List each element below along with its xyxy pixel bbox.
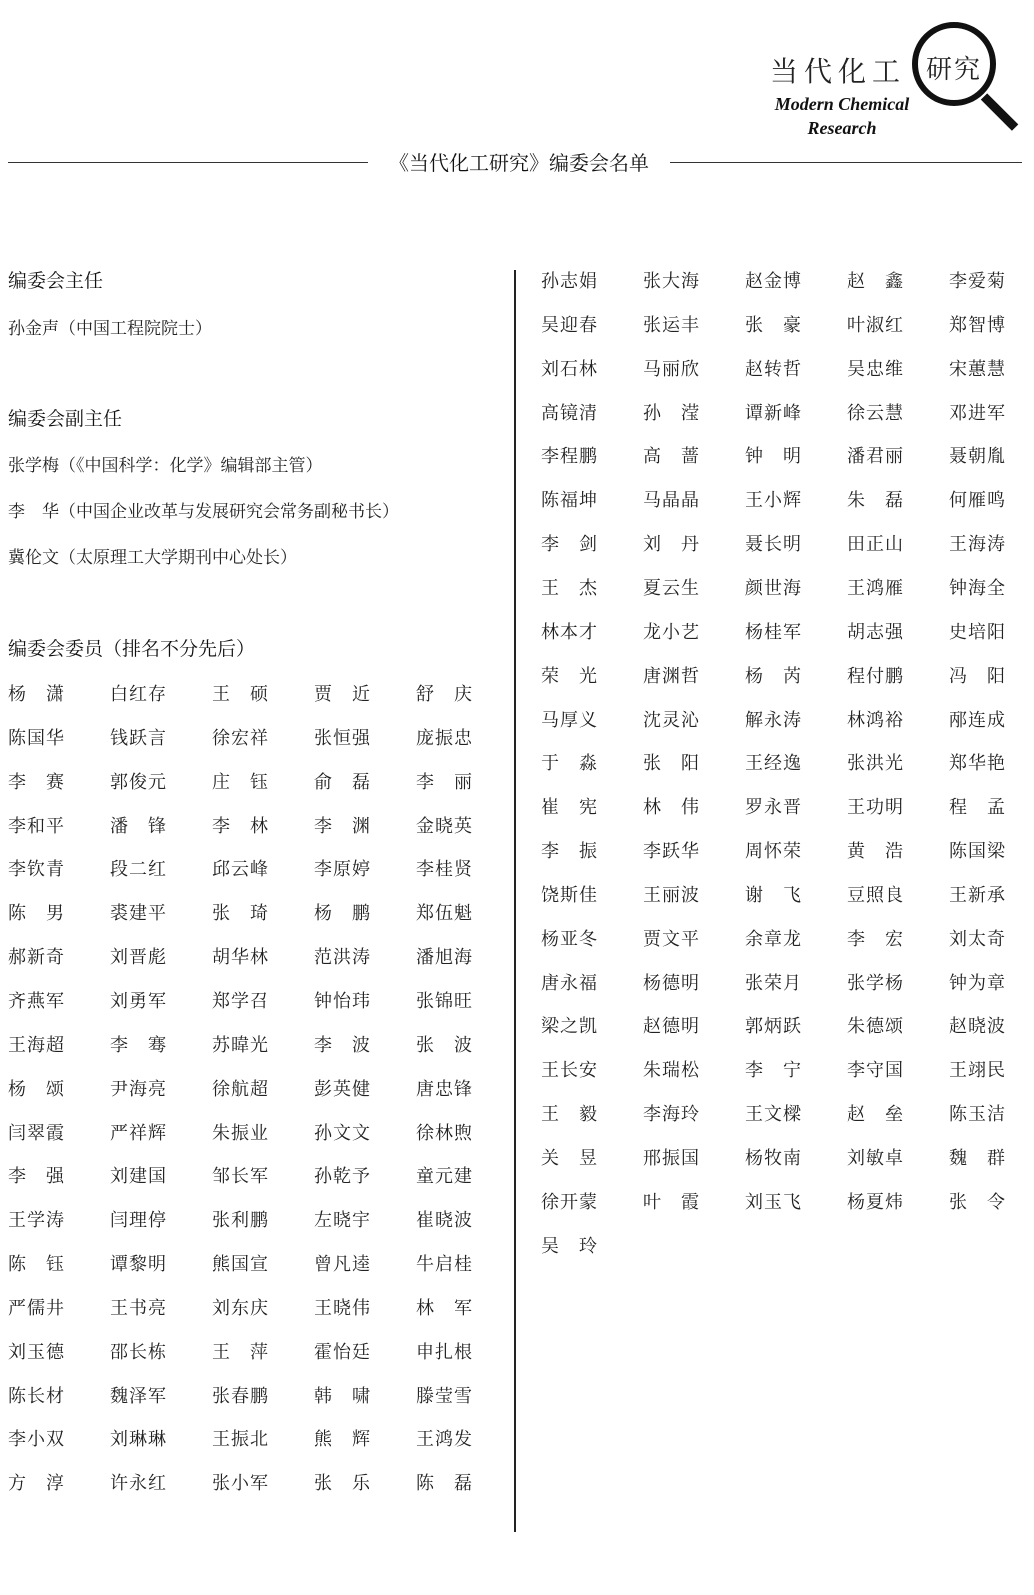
member-name: 杨夏炜 <box>847 1191 904 1213</box>
member-name: 尹海亮 <box>110 1078 167 1100</box>
member-name: 徐云慧 <box>847 402 904 424</box>
member-name: 谭新峰 <box>745 402 802 424</box>
member-name: 聂长明 <box>745 534 802 556</box>
member-name: 杨牧南 <box>745 1148 802 1169</box>
deputy-entry: 李 华（中国企业改革与发展研究会常务副秘书长） <box>8 502 399 522</box>
member-name: 王鸿雁 <box>847 577 904 599</box>
member-name: 何雁鸣 <box>949 490 1006 512</box>
member-name: 刘晋彪 <box>110 947 167 969</box>
member-name: 王振北 <box>212 1429 269 1451</box>
member-name: 严儒井 <box>8 1297 65 1319</box>
member-name: 张洪光 <box>847 753 904 775</box>
member-name: 许永红 <box>110 1473 167 1495</box>
member-name: 陈国华 <box>8 727 65 749</box>
member-name: 王小辉 <box>745 490 802 512</box>
member-name: 孙 滢 <box>643 402 700 424</box>
member-name: 钱跃言 <box>110 727 167 749</box>
title-rule-right <box>670 162 1022 163</box>
journal-logo <box>760 14 1034 154</box>
member-name: 杨 潇 <box>8 684 65 705</box>
member-name: 杨德明 <box>643 972 700 994</box>
member-name: 赵 垒 <box>847 1104 904 1126</box>
magnifier-icon <box>912 22 996 106</box>
member-name: 唐忠锋 <box>416 1078 473 1100</box>
journal-name-cn: 当代化工 <box>770 55 907 88</box>
member-name: 马丽欣 <box>643 358 700 380</box>
member-name: 高 蔷 <box>643 446 700 468</box>
member-name: 李 骞 <box>110 1034 167 1056</box>
member-name: 闫理停 <box>110 1210 167 1232</box>
member-name: 金晓英 <box>416 815 473 837</box>
member-name: 段二红 <box>110 859 167 881</box>
member-name: 李 波 <box>314 1034 371 1056</box>
member-name: 聂朝胤 <box>949 446 1006 468</box>
member-name: 邵长栋 <box>110 1341 167 1363</box>
member-name: 邱云峰 <box>212 859 269 881</box>
member-name: 王鸿发 <box>416 1429 473 1451</box>
member-name: 张锦旺 <box>416 990 473 1012</box>
member-name: 解永涛 <box>745 709 802 731</box>
member-name: 程付鹏 <box>847 665 904 687</box>
member-name: 罗永晋 <box>745 797 802 819</box>
member-name: 林鸿裕 <box>847 709 904 731</box>
member-name: 赵 鑫 <box>847 271 904 292</box>
member-name: 杨亚冬 <box>541 928 598 950</box>
member-name: 李跃华 <box>643 841 700 863</box>
member-name: 徐林煦 <box>416 1122 473 1144</box>
deputy-entry: 冀伦文（太原理工大学期刊中心处长） <box>8 548 297 568</box>
member-name: 李程鹏 <box>541 446 598 468</box>
member-name: 高镜清 <box>541 402 598 424</box>
member-name: 钟怡玮 <box>314 990 371 1012</box>
member-name: 熊国宣 <box>212 1254 269 1276</box>
member-name: 赵晓波 <box>949 1016 1006 1038</box>
member-name: 孙志娟 <box>541 271 598 292</box>
column-divider <box>514 270 516 1532</box>
member-name: 邴连成 <box>949 709 1006 731</box>
member-name: 赵德明 <box>643 1016 700 1038</box>
member-name: 钟 明 <box>745 446 802 468</box>
member-name: 李 林 <box>212 815 269 837</box>
member-name: 郑伍魁 <box>416 903 473 925</box>
member-name: 庞振忠 <box>416 727 473 749</box>
member-name: 赵转哲 <box>745 358 802 380</box>
member-name: 刘玉飞 <box>745 1191 802 1213</box>
member-name: 陈福坤 <box>541 490 598 512</box>
director-heading: 编委会主任 <box>8 270 104 292</box>
member-name: 申扎根 <box>416 1341 473 1363</box>
member-name: 张 豪 <box>745 314 802 336</box>
member-name: 齐燕军 <box>8 990 65 1012</box>
member-name: 朱瑞松 <box>643 1060 700 1082</box>
member-name: 李 丽 <box>416 771 473 793</box>
member-name: 张恒强 <box>314 727 371 749</box>
page-title: 《当代化工研究》编委会名单 <box>389 151 649 175</box>
member-name: 马晶晶 <box>643 490 700 512</box>
member-name: 豆照良 <box>847 884 904 906</box>
member-name: 王晓伟 <box>314 1297 371 1319</box>
journal-name-circle: 研究 <box>925 55 982 85</box>
member-name: 张运丰 <box>643 314 700 336</box>
member-name: 朱振业 <box>212 1122 269 1144</box>
magnifier-handle-icon <box>981 93 1018 130</box>
member-name: 王 萍 <box>212 1341 269 1363</box>
member-name: 张 琦 <box>212 903 269 925</box>
member-name: 王长安 <box>541 1060 598 1082</box>
member-name: 李钦青 <box>8 859 65 881</box>
member-name: 刘琳琳 <box>110 1429 167 1451</box>
member-name: 唐渊哲 <box>643 665 700 687</box>
member-name: 滕莹雪 <box>416 1385 473 1407</box>
member-name: 郭炳跃 <box>745 1016 802 1038</box>
member-name: 徐开蒙 <box>541 1191 598 1213</box>
member-name: 邢振国 <box>643 1148 700 1169</box>
member-name: 吴 玲 <box>541 1235 598 1257</box>
member-name: 刘太奇 <box>949 928 1006 950</box>
deputy-entry: 张学梅（《中国科学：化学》编辑部主管） <box>8 456 323 476</box>
member-name: 李 宏 <box>847 928 904 950</box>
member-name: 王 硕 <box>212 684 269 705</box>
member-name: 王文樑 <box>745 1104 802 1126</box>
member-name: 李 渊 <box>314 815 371 837</box>
member-name: 张 波 <box>416 1034 473 1056</box>
member-name: 郑智博 <box>949 314 1006 336</box>
member-name: 李守国 <box>847 1060 904 1082</box>
member-name: 荣 光 <box>541 665 598 687</box>
member-name: 马厚义 <box>541 709 598 731</box>
member-name: 李 宁 <box>745 1060 802 1082</box>
member-name: 吴迎春 <box>541 314 598 336</box>
member-name: 张荣月 <box>745 972 802 994</box>
member-name: 杨桂军 <box>745 621 802 643</box>
member-name: 霍怡廷 <box>314 1341 371 1363</box>
member-name: 胡志强 <box>847 621 904 643</box>
member-name: 林 伟 <box>643 797 700 819</box>
member-name: 朱德颂 <box>847 1016 904 1038</box>
member-name: 孙文文 <box>314 1122 371 1144</box>
member-name: 冯 阳 <box>949 665 1006 687</box>
member-name: 魏泽军 <box>110 1385 167 1407</box>
member-name: 于 淼 <box>541 753 598 775</box>
member-name: 吴忠维 <box>847 358 904 380</box>
member-name: 龙小艺 <box>643 621 700 643</box>
member-name: 俞 磊 <box>314 771 371 793</box>
member-name: 李小双 <box>8 1429 65 1451</box>
member-name: 钟海全 <box>949 577 1006 599</box>
member-name: 李 强 <box>8 1166 65 1188</box>
member-name: 程 孟 <box>949 797 1006 819</box>
member-name: 熊 辉 <box>314 1429 371 1451</box>
member-name: 刘建国 <box>110 1166 167 1188</box>
member-name: 王 毅 <box>541 1104 598 1126</box>
member-name: 林本才 <box>541 621 598 643</box>
member-name: 牛启桂 <box>416 1254 473 1276</box>
member-name: 左晓宇 <box>314 1210 371 1232</box>
member-name: 唐永福 <box>541 972 598 994</box>
member-name: 田正山 <box>847 534 904 556</box>
member-name: 李爱菊 <box>949 271 1006 292</box>
member-name: 史培阳 <box>949 621 1006 643</box>
member-name: 崔 宪 <box>541 797 598 819</box>
members-heading: 编委会委员（排名不分先后） <box>8 638 256 660</box>
member-name: 童元建 <box>416 1166 473 1188</box>
member-name: 张 乐 <box>314 1473 371 1495</box>
member-name: 杨 芮 <box>745 665 802 687</box>
member-name: 谭黎明 <box>110 1254 167 1276</box>
member-name: 徐航超 <box>212 1078 269 1100</box>
member-name: 颜世海 <box>745 577 802 599</box>
member-name: 陈 男 <box>8 903 65 925</box>
member-name: 张春鹏 <box>212 1385 269 1407</box>
member-name: 曾凡逵 <box>314 1254 371 1276</box>
member-name: 徐宏祥 <box>212 727 269 749</box>
member-name: 贾 近 <box>314 684 371 705</box>
member-name: 林 军 <box>416 1297 473 1319</box>
member-name: 刘东庆 <box>212 1297 269 1319</box>
member-name: 潘君丽 <box>847 446 904 468</box>
member-name: 黄 浩 <box>847 841 904 863</box>
member-name: 张小军 <box>212 1473 269 1495</box>
member-name: 谢 飞 <box>745 884 802 906</box>
member-name: 王学涛 <box>8 1210 65 1232</box>
member-name: 郑华艳 <box>949 753 1006 775</box>
member-name: 李原婷 <box>314 859 371 881</box>
member-name: 叶 霞 <box>643 1191 700 1213</box>
member-name: 张 令 <box>949 1191 1006 1213</box>
member-name: 朱 磊 <box>847 490 904 512</box>
title-row <box>0 148 1034 178</box>
journal-name-en-line1: Modern Chemical <box>774 94 910 114</box>
member-name: 贾文平 <box>643 928 700 950</box>
member-name: 方 淳 <box>8 1473 65 1495</box>
member-name: 王书亮 <box>110 1297 167 1319</box>
member-name: 范洪涛 <box>314 947 371 969</box>
member-name: 王新承 <box>949 884 1006 906</box>
member-name: 王经逸 <box>745 753 802 775</box>
member-name: 夏云生 <box>643 577 700 599</box>
member-name: 张学杨 <box>847 972 904 994</box>
member-name: 赵金博 <box>745 271 802 292</box>
member-name: 陈长材 <box>8 1385 65 1407</box>
member-name: 王海超 <box>8 1034 65 1056</box>
member-name: 李和平 <box>8 815 65 837</box>
member-name: 沈灵沁 <box>643 709 700 731</box>
member-name: 李 剑 <box>541 534 598 556</box>
member-name: 彭英健 <box>314 1078 371 1100</box>
journal-name-en <box>762 92 922 140</box>
member-name: 韩 啸 <box>314 1385 371 1407</box>
deputy-heading: 编委会副主任 <box>8 408 123 430</box>
member-name: 胡华林 <box>212 947 269 969</box>
member-name: 刘勇军 <box>110 990 167 1012</box>
member-name: 李桂贤 <box>416 859 473 881</box>
member-name: 白红存 <box>110 684 167 705</box>
member-name: 张利鹏 <box>212 1210 269 1232</box>
member-name: 舒 庆 <box>416 684 473 705</box>
member-name: 宋蕙慧 <box>949 358 1006 380</box>
member-name: 孙乾予 <box>314 1166 371 1188</box>
member-name: 余章龙 <box>745 928 802 950</box>
member-name: 王丽波 <box>643 884 700 906</box>
member-name: 张大海 <box>643 271 700 292</box>
member-name: 潘旭海 <box>416 947 473 969</box>
member-name: 潘 锋 <box>110 815 167 837</box>
member-name: 郑学召 <box>212 990 269 1012</box>
member-name: 陈 磊 <box>416 1473 473 1495</box>
member-name: 郭俊元 <box>110 771 167 793</box>
member-name: 王翊民 <box>949 1060 1006 1082</box>
member-name: 严祥辉 <box>110 1122 167 1144</box>
title-rule-left <box>8 162 368 163</box>
member-name: 苏暐光 <box>212 1034 269 1056</box>
member-name: 饶斯佳 <box>541 884 598 906</box>
member-name: 李 振 <box>541 841 598 863</box>
member-name: 杨 颂 <box>8 1078 65 1100</box>
member-name: 刘玉德 <box>8 1341 65 1363</box>
director-entry: 孙金声（中国工程院院士） <box>8 319 212 339</box>
member-name: 杨 鹏 <box>314 903 371 925</box>
member-name: 郝新奇 <box>8 947 65 969</box>
member-name: 闫翠霞 <box>8 1122 65 1144</box>
member-name: 梁之凯 <box>541 1016 598 1038</box>
member-name: 李 赛 <box>8 771 65 793</box>
member-name: 陈玉洁 <box>949 1104 1006 1126</box>
member-name: 叶淑红 <box>847 314 904 336</box>
member-name: 刘 丹 <box>643 534 700 556</box>
member-name: 魏 群 <box>949 1148 1006 1169</box>
member-name: 王 杰 <box>541 577 598 599</box>
member-name: 裘建平 <box>110 903 167 925</box>
member-name: 刘石林 <box>541 358 598 380</box>
member-name: 邹长军 <box>212 1166 269 1188</box>
member-name: 李海玲 <box>643 1104 700 1126</box>
member-name: 张 阳 <box>643 753 700 775</box>
member-name: 邓进军 <box>949 402 1006 424</box>
member-name: 陈国梁 <box>949 841 1006 863</box>
member-name: 庄 钰 <box>212 771 269 793</box>
member-name: 钟为章 <box>949 972 1006 994</box>
member-name: 王功明 <box>847 797 904 819</box>
member-name: 周怀荣 <box>745 841 802 863</box>
member-name: 崔晓波 <box>416 1210 473 1232</box>
member-name: 王海涛 <box>949 534 1006 556</box>
journal-name-en-line2: Research <box>807 118 877 138</box>
member-name: 关 昱 <box>541 1148 598 1169</box>
member-name: 刘敏卓 <box>847 1148 904 1169</box>
member-name: 陈 钰 <box>8 1254 65 1276</box>
